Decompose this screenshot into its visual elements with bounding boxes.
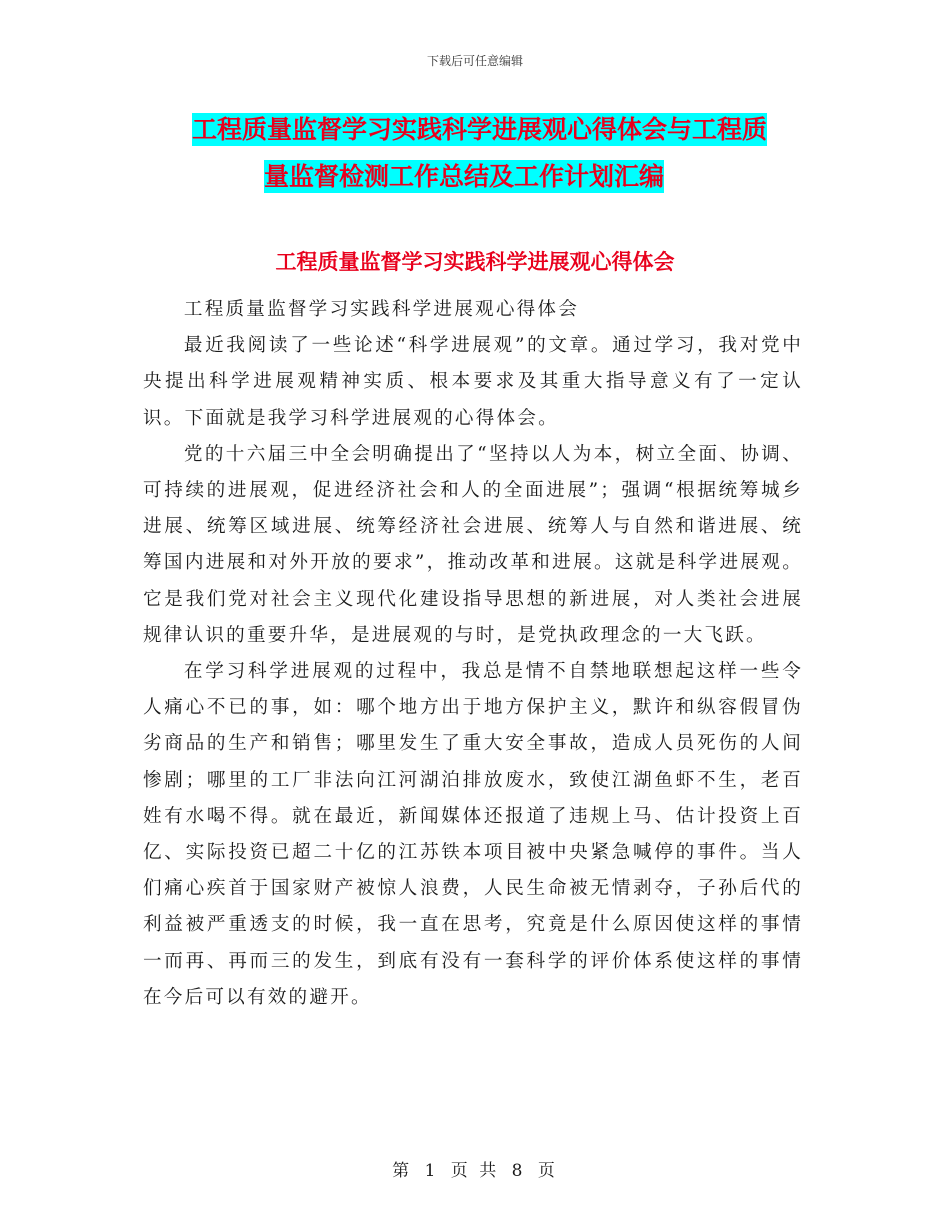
document-title [140,106,810,200]
footer-middle: 页 共 [450,1161,500,1181]
footer-suffix: 页 [537,1161,558,1181]
section-title: 工程质量监督学习实践科学进展观心得体会 [275,250,675,274]
title-highlight: 量监督检测工作总结及工作计划汇编 [264,162,665,191]
body-text [143,292,803,1016]
total-pages-number: 8 [511,1161,526,1181]
paragraph: 党的十六届三中全会明确提出了“坚持以人为本，树立全面、协调、可持续的进展观，促进经济社会和人的全面进展”；强调“根据统筹城乡进展、统筹区域进展、统筹经济社会进展、统筹人与自然和谐进展、统筹国内进展和对外开放的要求”，推动改革和进展。这就是科学进展观。它是我们党对社会主义现代化建设指导思想的新进展，对人类社会进展规律认识的重要升华，是进展观的与时，是党执政理念的一大飞跃。 [143,443,803,646]
paragraph: 在学习科学进展观的过程中，我总是情不自禁地联想起这样一些令人痛心不已的事，如：哪个地方出于地方保护主义，默许和纵容假冒伪劣商品的生产和销售；哪里发生了重大安全事故，造成人员死伤的人间惨剧；哪里的工厂非法向江河湖泊排放废水，致使江湖鱼虾不生，老百姓有水喝不得。就在最近，新闻媒体还报道了违规上马、估计投资上百亿、实际投资已超二十亿的江苏铁本项目被中央紧急喊停的事件。当人们痛心疾首于国家财产被惊人浪费，人民生命被无情剥夺，子孙后代的利益被严重透支的时候，我一直在思考，究竟是什么原因使这样的事情一而再、再而三的发生，到底有没有一套科学的评价体系使这样的事情在今后可以有效的避开。 [143,661,803,1008]
paragraph: 工程质量监督学习实践科学进展观心得体会 [183,299,579,320]
paragraph: 最近我阅读了一些论述“科学进展观”的文章。通过学习，我对党中央提出科学进展观精神实质、根本要求及其重大指导意义有了一定认识。下面就是我学习科学进展观的心得体会。 [143,335,803,429]
header-note: 下载后可任意编辑 [426,54,523,68]
current-page-number: 1 [424,1161,439,1181]
document-title-line-1 [140,106,810,153]
document-title-line-2 [140,153,810,200]
footer-prefix: 第 [392,1161,413,1181]
page-footer [0,1156,950,1181]
title-highlight: 工程质量监督学习实践科学进展观心得体会与工程质 [192,115,768,144]
